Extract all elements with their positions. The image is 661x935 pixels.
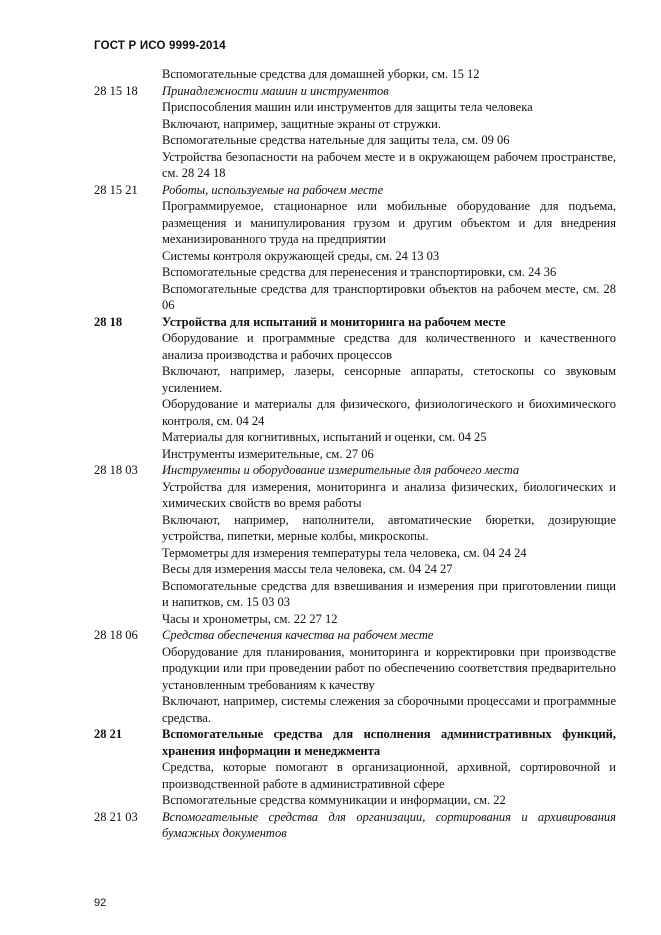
entry-title: Роботы, используемые на рабочем месте — [162, 182, 384, 197]
entry-code: 28 15 21 — [94, 182, 138, 197]
entry-body — [162, 809, 616, 842]
entry-code: 28 18 — [94, 314, 123, 329]
classification-entry — [94, 627, 616, 726]
entry-title: Принадлежности машин и инструментов — [162, 83, 389, 98]
entry-text: Вспомогательные средства для взвешивания и измерения при приготовлении пищи и напитков, см. 15 03 03 — [162, 578, 616, 609]
entry-text: Оборудование и программные средства для количественного и качественного анализа производства и рабочих процессов — [162, 331, 616, 362]
entry-title: Вспомогательные средства для организации, сортирования и архивирования бумажных документов — [162, 809, 616, 840]
entry-text: Оборудование для планирования, мониторинга и корректировки при производстве продукции или при проведении работ по обеспечению соответствия предварительно установленным требованиям к качеству — [162, 644, 616, 692]
entry-text: Вспомогательные средства для перенесения и транспортировки, см. 24 36 — [162, 265, 557, 279]
section-title: Вспомогательные средства для исполнения административных функций, хранения информации и менеджмента — [162, 727, 616, 758]
entry-text: Весы для измерения массы тела человека, см. 04 24 27 — [162, 562, 453, 576]
entry-text: Устройства безопасности на рабочем месте и в окружающем рабочем пространстве, см. 28 24 18 — [162, 149, 616, 180]
entry-text: Оборудование и материалы для физического, физиологического и биохимического контроля, см. 04 24 — [162, 397, 616, 428]
entry-text: Вспомогательные средства коммуникации и информации, см. 22 — [162, 793, 506, 807]
entry-code: 28 21 — [94, 727, 123, 741]
entry-body — [162, 462, 616, 627]
entry-text: Системы контроля окружающей среды, см. 24 13 03 — [162, 248, 440, 263]
classification-entry — [94, 314, 616, 463]
classification-entry — [94, 726, 616, 809]
classification-entry — [94, 809, 616, 842]
entry-body — [162, 83, 616, 182]
entry-text: Включают, например, защитные экраны от стружки. — [162, 116, 441, 131]
section-title: Устройства для испытаний и мониторинга на рабочем месте — [162, 314, 506, 329]
entry-body — [162, 726, 616, 809]
entry-text: Термометры для измерения температуры тела человека, см. 04 24 24 — [162, 545, 527, 560]
classification-entry — [94, 462, 616, 627]
entry-text: Программируемое, стационарное или мобильные оборудование для подъема, размещения и манипулирования грузом и другим объектом и для внедрения механизированного труда на предприятии — [162, 199, 616, 246]
entry-text: Инструменты измерительные, см. 27 06 — [162, 446, 374, 461]
classification-entry — [94, 83, 616, 182]
entry-text: Включают, например, лазеры, сенсорные аппараты, стетоскопы со звуковым усилением. — [162, 364, 616, 395]
page-number: 92 — [94, 897, 107, 909]
entry-text: Средства, которые помогают в организационной, архивной, сортировочной и производственной работе в административной сфере — [162, 760, 616, 791]
entry-title: Средства обеспечения качества на рабочем месте — [162, 628, 434, 642]
entry-code: 28 18 06 — [94, 628, 138, 642]
entry-text: Приспособления машин или инструментов для защиты тела человека — [162, 100, 533, 114]
entry-text: Материалы для когнитивных, испытаний и оценки, см. 04 25 — [162, 430, 487, 444]
document-header: ГОСТ Р ИСО 9999-2014 — [94, 40, 226, 52]
classification-entry — [94, 66, 616, 83]
entry-text: Включают, например, наполнители, автоматические бюретки, дозирующие устройства, пипетки, мерные колбы, микроскопы. — [162, 512, 616, 543]
entry-code: 28 18 03 — [94, 463, 138, 477]
entry-text: Включают, например, системы слежения за сборочными процессами и программные средства. — [162, 694, 616, 725]
entry-text: Вспомогательные средства для домашней уборки, см. 15 12 — [162, 67, 480, 81]
entry-body — [162, 182, 616, 314]
entry-body — [162, 314, 616, 463]
entry-code: 28 15 18 — [94, 83, 138, 98]
classification-entry — [94, 182, 616, 314]
entry-body — [162, 627, 616, 726]
entry-text: Вспомогательные средства нательные для защиты тела, см. 09 06 — [162, 133, 510, 147]
entry-code: 28 21 03 — [94, 809, 138, 824]
entry-title: Инструменты и оборудование измерительные для рабочего места — [162, 463, 520, 477]
entry-text: Часы и хронометры, см. 22 27 12 — [162, 611, 338, 626]
entry-text: Вспомогательные средства для транспортировки объектов на рабочем месте, см. 28 06 — [162, 281, 616, 312]
entry-body — [162, 66, 616, 83]
classification-list — [94, 66, 616, 842]
entry-text: Устройства для измерения, мониторинга и анализа физических, биологических и химических свойств во время работы — [162, 479, 616, 510]
